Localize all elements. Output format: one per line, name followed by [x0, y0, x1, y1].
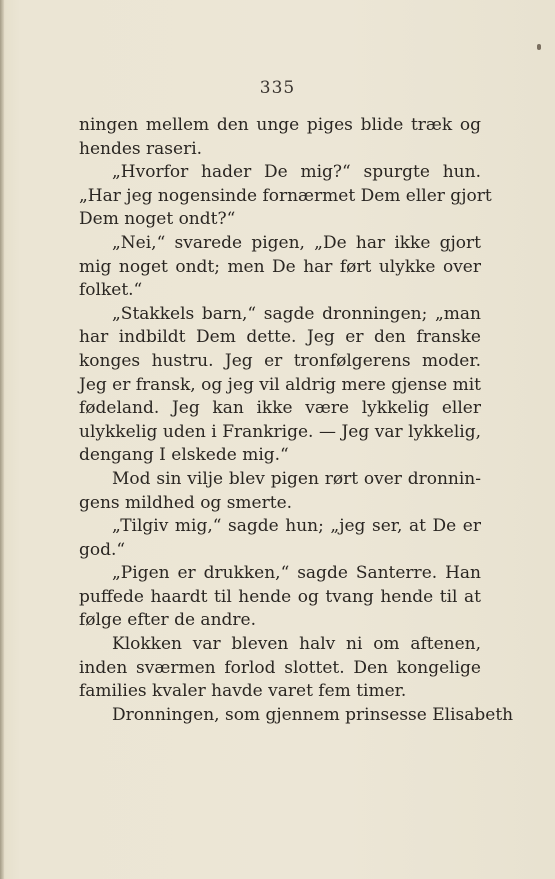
page-number: 335 [259, 78, 296, 98]
text-line: „Nei,“ svarede pigen, „De har ikke gjort [112, 232, 481, 253]
text-line: Dem noget ondt?“ [79, 209, 236, 230]
text-line: „Stakkels barn,“ sagde dronningen; „man [112, 303, 481, 324]
text-line: Jeg er fransk, og jeg vil aldrig mere gjense mit [79, 374, 481, 395]
text-line: puffede haardt til hende og tvang hende til at [79, 586, 481, 607]
text-line: gens mildhed og smerte. [79, 492, 293, 513]
text-line: mig noget ondt; men De har ført ulykke over [79, 256, 481, 277]
text-line: konges hustru. Jeg er tronfølgerens moder. [79, 350, 481, 371]
text-line: Dronningen, som gjennem prinsesse Elisabeth [112, 704, 514, 725]
text-line: inden sværmen forlod slottet. Den kongelige [79, 657, 481, 678]
text-line: „Tilgiv mig,“ sagde hun; „jeg ser, at De er [112, 516, 481, 537]
text-line: ningen mellem den unge piges blide træk og [79, 115, 481, 135]
text-line: „Har jeg nogensinde fornærmet Dem eller gjort [79, 185, 492, 206]
text-line: følge efter de andre. [79, 610, 256, 631]
text-line: har indbildt Dem dette. Jeg er den franske [79, 327, 481, 348]
body-text [79, 114, 514, 727]
text-line: folket.“ [79, 280, 143, 301]
text-line: fødeland. Jeg kan ikke være lykkelig eller [79, 398, 481, 419]
text-line: hendes raseri. [79, 138, 203, 159]
text-line: families kvaler havde varet fem timer. [79, 681, 407, 702]
paper-speck [537, 44, 541, 50]
text-line: „Hvorfor hader De mig?“ spurgte hun. [112, 162, 481, 183]
text-line: Mod sin vilje blev pigen rørt over dronnin- [112, 468, 481, 489]
text-line: „Pigen er drukken,“ sagde Santerre. Han [112, 563, 481, 584]
page-edge [0, 0, 4, 879]
text-line: dengang I elskede mig.“ [79, 445, 289, 466]
text-line: god.“ [79, 539, 126, 560]
text-line: ulykkelig uden i Frankrige. — Jeg var lykkelig, [79, 421, 481, 442]
text-line: Klokken var bleven halv ni om aftenen, [112, 634, 481, 655]
